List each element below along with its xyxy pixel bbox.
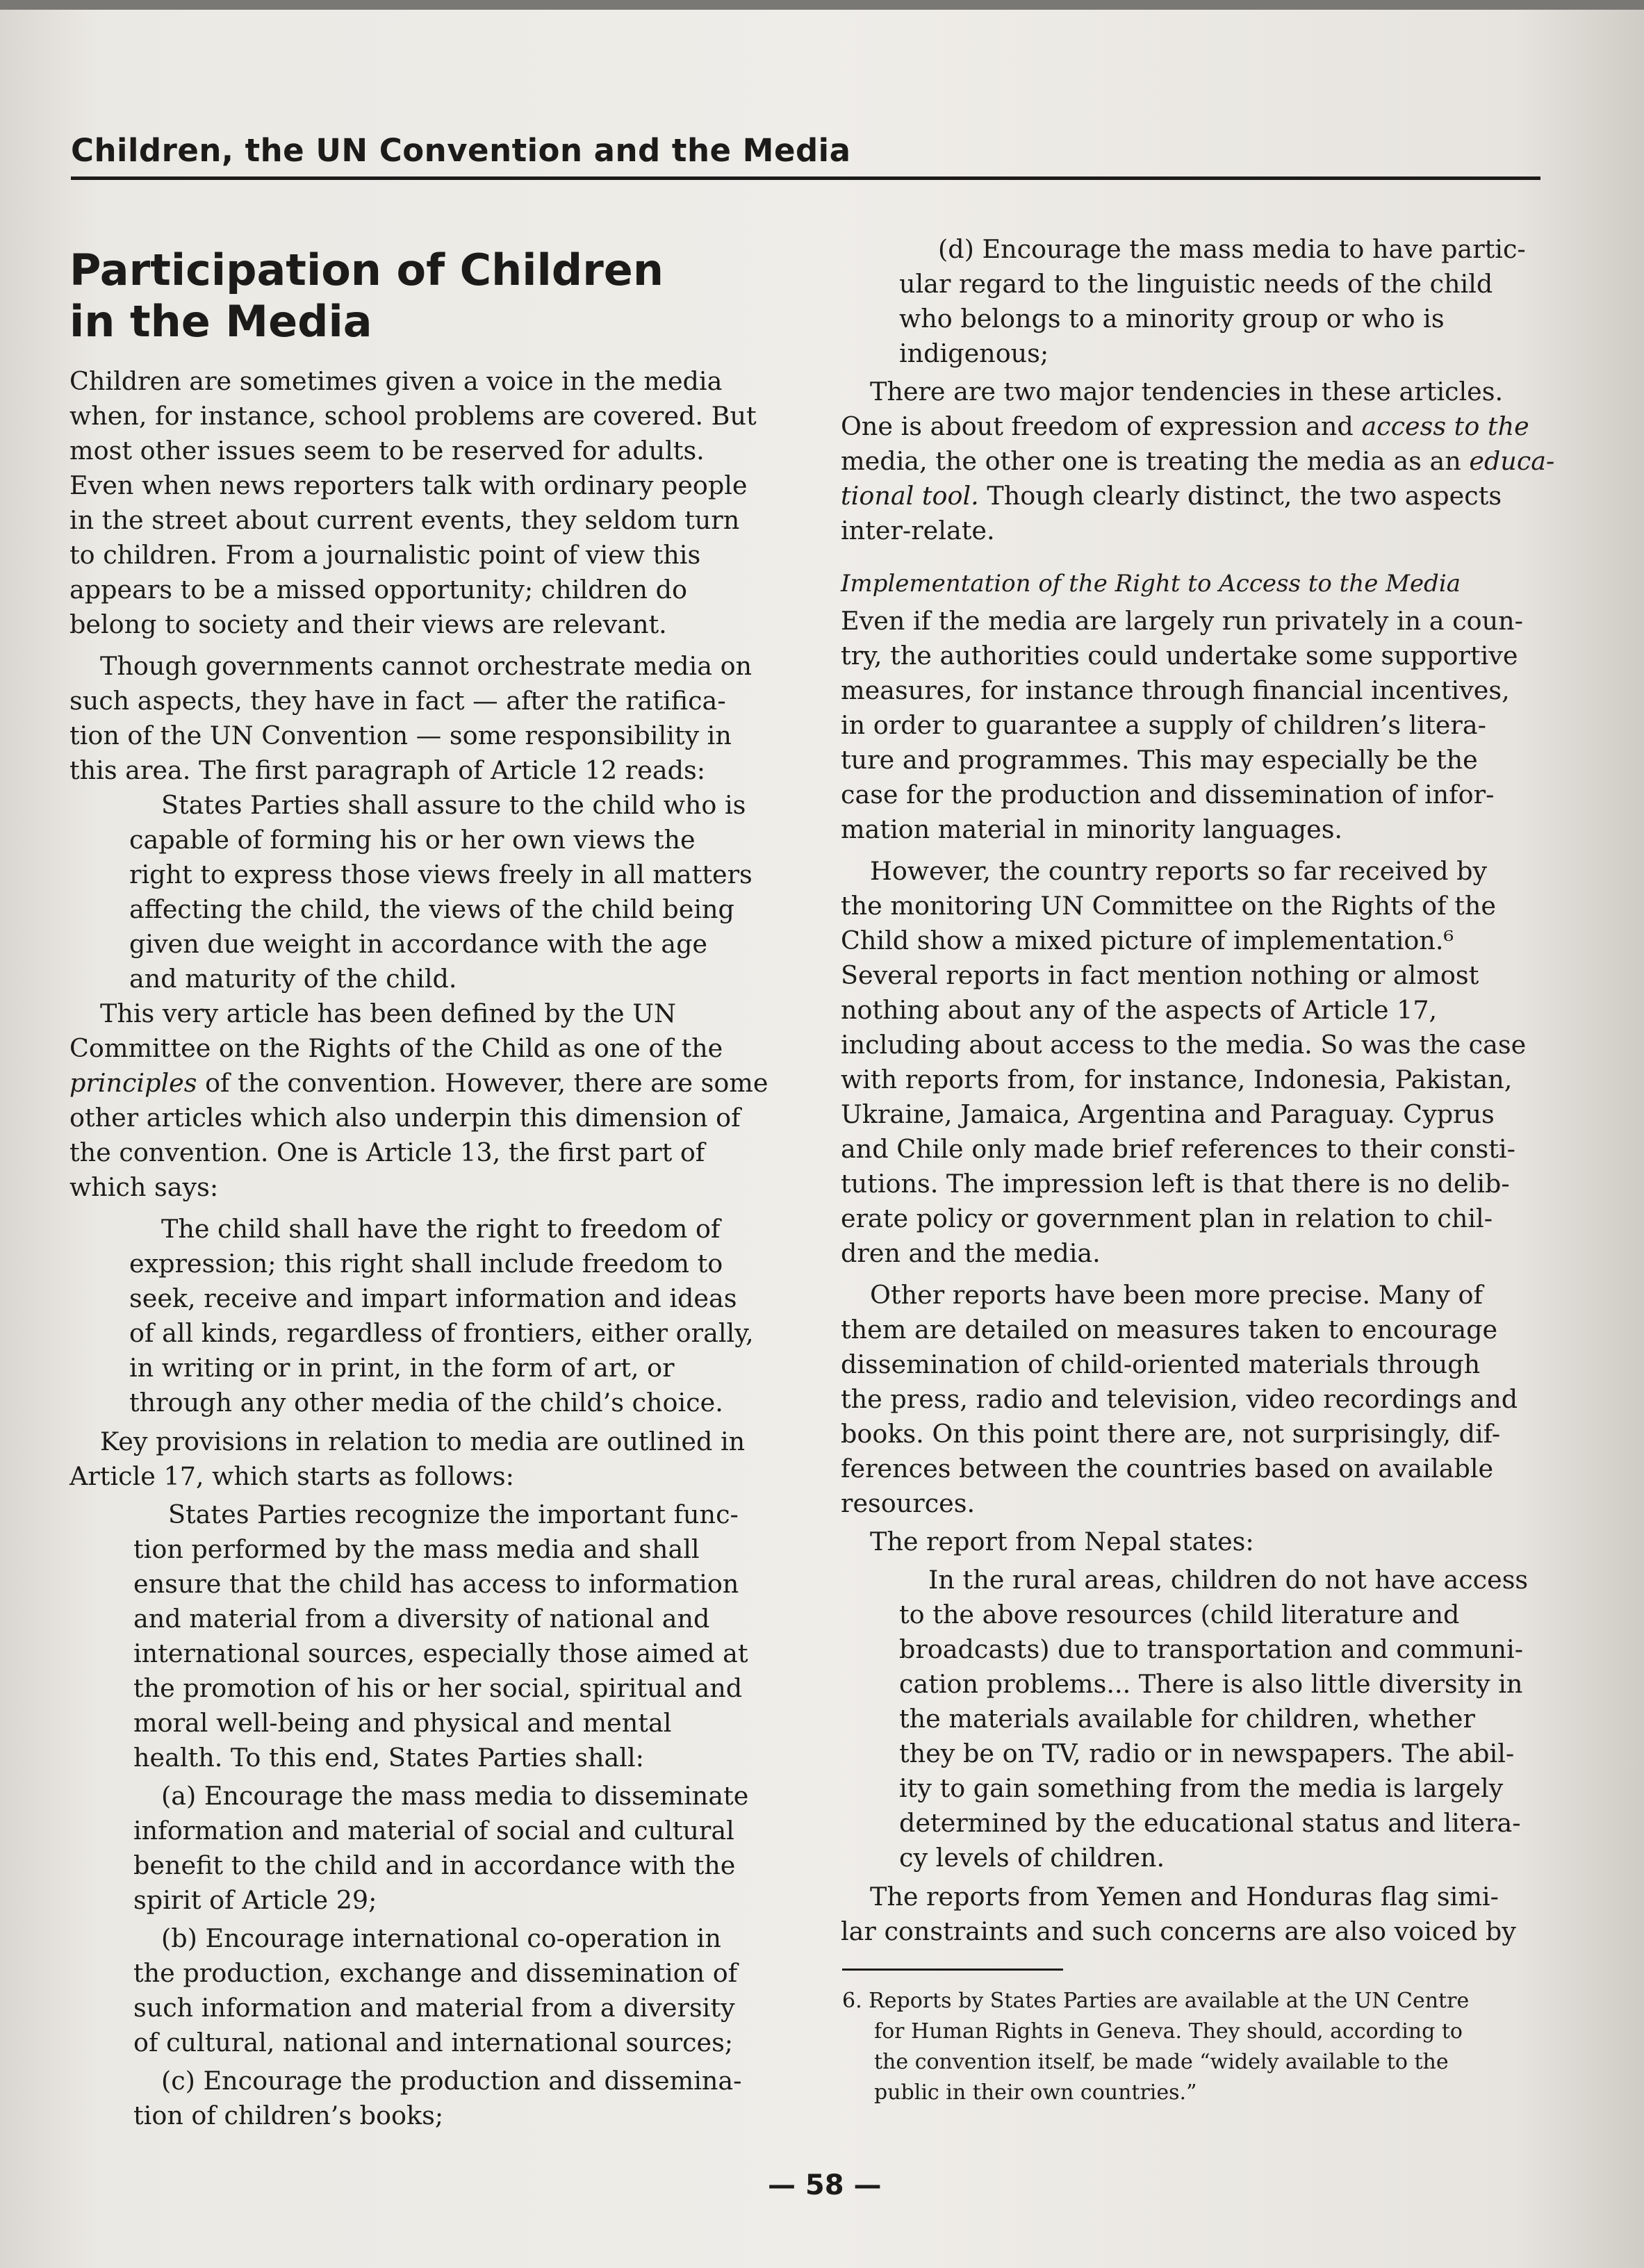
quote-line: cation problems... There is also little diversity in [899, 1669, 1523, 1699]
text-line: Even when news reporters talk with ordinary people [69, 470, 748, 500]
quote-line: affecting the child, the views of the child being [129, 894, 734, 924]
quote-line: ity to gain something from the media is largely [899, 1773, 1504, 1803]
quote-line: the materials available for children, whether [899, 1704, 1475, 1734]
quote-line: seek, receive and impart information and ideas [129, 1283, 737, 1313]
page-number: — 58 — [768, 2169, 882, 2201]
quote-line: such information and material from a diversity [133, 1993, 735, 2023]
text-line: to children. From a journalistic point of view this [69, 540, 701, 570]
text-line: in the street about current events, they seldom turn [69, 505, 740, 535]
text-line: dissemination of child-oriented materials through [841, 1349, 1481, 1379]
quote-line: in writing or in print, in the form of art, or [129, 1353, 675, 1383]
text-line: case for the production and dissemination of infor- [841, 780, 1495, 810]
text-line: Even if the media are largely run privately in a coun- [841, 606, 1523, 636]
quote-line: States Parties recognize the important func- [168, 1499, 739, 1529]
text-line: There are two major tendencies in these articles. [870, 377, 1504, 406]
text-line: in order to guarantee a supply of children’s litera- [841, 710, 1486, 740]
quote-line: In the rural areas, children do not have access [928, 1565, 1529, 1595]
quote-line: of all kinds, regardless of frontiers, either orally, [129, 1318, 754, 1348]
text-line: Article 17, which starts as follows: [69, 1461, 514, 1491]
quote-line: spirit of Article 29; [133, 1885, 377, 1915]
quote-line: ular regard to the linguistic needs of the child [899, 269, 1493, 299]
quote-line: (a) Encourage the mass media to disseminate [161, 1781, 749, 1811]
text-line: this area. The first paragraph of Article 12 reads: [69, 755, 705, 785]
quote-line: moral well-being and physical and mental [133, 1708, 672, 1738]
text-line: Though governments cannot orchestrate media on [100, 651, 753, 681]
text-line: measures, for instance through financial incentives, [841, 675, 1510, 705]
running-header: Children, the UN Convention and the Media [71, 132, 851, 169]
header-divider [71, 176, 1540, 180]
text-line: This very article has been defined by the UN [100, 999, 676, 1028]
quote-line: through any other media of the child’s choice. [129, 1388, 723, 1418]
quote-line: who belongs to a minority group or who is [899, 304, 1445, 334]
quote-line: they be on TV, radio or in newspapers. The abil- [899, 1739, 1515, 1768]
text-line: mation material in minority languages. [841, 814, 1343, 844]
article-heading-line-2: in the Media [69, 296, 372, 347]
text-line: tion of the UN Convention — some responsibility in [69, 721, 732, 750]
footnote-line: public in their own countries.” [874, 2080, 1197, 2105]
footnote-divider [842, 1969, 1063, 1971]
quote-line: the promotion of his or her social, spiritual and [133, 1673, 743, 1703]
quote-line: expression; this right shall include freedom to [129, 1249, 723, 1279]
text-line: most other issues seem to be reserved for adults. [69, 436, 705, 466]
text-line: nothing about any of the aspects of Article 17, [841, 995, 1438, 1025]
quote-line: broadcasts) due to transportation and communi- [899, 1634, 1524, 1664]
text-line: dren and the media. [841, 1238, 1101, 1268]
text-line: the monitoring UN Committee on the Rights of the [841, 891, 1496, 921]
quote-line: health. To this end, States Parties shall: [133, 1743, 644, 1773]
text-line: such aspects, they have in fact — after the ratifica- [69, 686, 726, 716]
quote-line: to the above resources (child literature and [899, 1600, 1460, 1629]
text-line: them are detailed on measures taken to encourage [841, 1315, 1498, 1345]
text-line: the press, radio and television, video recordings and [841, 1384, 1518, 1414]
text-line: Ukraine, Jamaica, Argentina and Paraguay. Cyprus [841, 1099, 1495, 1129]
text-line: tional tool. Though clearly distinct, the two aspects [841, 481, 1502, 511]
text-line: lar constraints and such concerns are also voiced by [841, 1916, 1516, 1946]
quote-line: (b) Encourage international co-operation in [161, 1923, 721, 1953]
quote-line: and material from a diversity of national and [133, 1604, 710, 1634]
text-line: Key provisions in relation to media are outlined in [100, 1427, 746, 1456]
quote-line: of cultural, national and international sources; [133, 2028, 734, 2057]
text-line: media, the other one is treating the media as an educa- [841, 446, 1555, 476]
quote-line: benefit to the child and in accordance with the [133, 1850, 736, 1880]
text-line: Other reports have been more precise. Many of [870, 1280, 1483, 1310]
quote-line: right to express those views freely in all matters [129, 860, 753, 889]
quote-line: given due weight in accordance with the age [129, 929, 708, 959]
quote-line: (c) Encourage the production and dissemina- [161, 2066, 742, 2096]
text-line: the convention. One is Article 13, the first part of [69, 1137, 705, 1167]
footnote-line: 6. Reports by States Parties are available at the UN Centre [842, 1989, 1470, 2013]
text-line: resources. [841, 1488, 976, 1518]
text-line: Children are sometimes given a voice in the media [69, 366, 723, 396]
quote-line: and maturity of the child. [129, 964, 457, 994]
text-line: The report from Nepal states: [870, 1527, 1254, 1556]
quote-line: determined by the educational status and litera- [899, 1808, 1521, 1838]
text-line: when, for instance, school problems are covered. But [69, 401, 757, 431]
article-heading [69, 245, 764, 347]
text-line: belong to society and their views are relevant. [69, 609, 667, 639]
text-line: ferences between the countries based on available [841, 1454, 1494, 1484]
quote-line: tion of children’s books; [133, 2101, 444, 2130]
text-line: appears to be a missed opportunity; children do [69, 575, 687, 605]
text-line: The reports from Yemen and Honduras flag simi- [870, 1882, 1499, 1912]
article-heading-line-1: Participation of Children [69, 245, 664, 295]
footnote-line: the convention itself, be made “widely available to the [874, 2050, 1449, 2074]
quote-line: information and material of social and cultural [133, 1816, 734, 1846]
quote-line: ensure that the child has access to information [133, 1569, 739, 1599]
text-line: erate policy or government plan in relation to chil- [841, 1203, 1493, 1233]
quote-line: international sources, especially those aimed at [133, 1638, 748, 1668]
quote-line: tion performed by the mass media and shall [133, 1534, 700, 1564]
text-line: other articles which also underpin this dimension of [69, 1103, 741, 1133]
text-line: ture and programmes. This may especially be the [841, 745, 1478, 775]
text-line: One is about freedom of expression and access to the [841, 411, 1529, 441]
text-line: principles of the convention. However, there are some [69, 1068, 768, 1098]
quote-line: indigenous; [899, 338, 1049, 368]
text-line: tutions. The impression left is that there is no delib- [841, 1169, 1510, 1199]
scan-edge [0, 0, 1644, 10]
quote-line: (d) Encourage the mass media to have partic- [938, 234, 1526, 264]
text-line: Committee on the Rights of the Child as one of the [69, 1033, 723, 1063]
subheading: Implementation of the Right to Access to the Media [841, 570, 1461, 598]
text-line: Child show a mixed picture of implementation.⁶ [841, 926, 1454, 955]
text-line: and Chile only made brief references to their consti- [841, 1134, 1515, 1164]
footnote-line: for Human Rights in Geneva. They should, according to [874, 2019, 1463, 2044]
quote-line: capable of forming his or her own views the [129, 825, 696, 855]
text-line: which says: [69, 1172, 219, 1202]
quote-line: cy levels of children. [899, 1843, 1165, 1873]
text-line: including about access to the media. So was the case [841, 1030, 1527, 1060]
text-line: with reports from, for instance, Indonesia, Pakistan, [841, 1065, 1513, 1094]
text-line: inter-relate. [841, 516, 995, 545]
text-line: Several reports in fact mention nothing or almost [841, 960, 1479, 990]
quote-line: The child shall have the right to freedom of [161, 1214, 721, 1244]
text-line: books. On this point there are, not surprisingly, dif- [841, 1419, 1501, 1449]
text-line: However, the country reports so far received by [870, 856, 1488, 886]
quote-line: the production, exchange and dissemination of [133, 1958, 738, 1988]
quote-line: States Parties shall assure to the child who is [161, 790, 746, 820]
text-line: try, the authorities could undertake some supportive [841, 641, 1518, 671]
